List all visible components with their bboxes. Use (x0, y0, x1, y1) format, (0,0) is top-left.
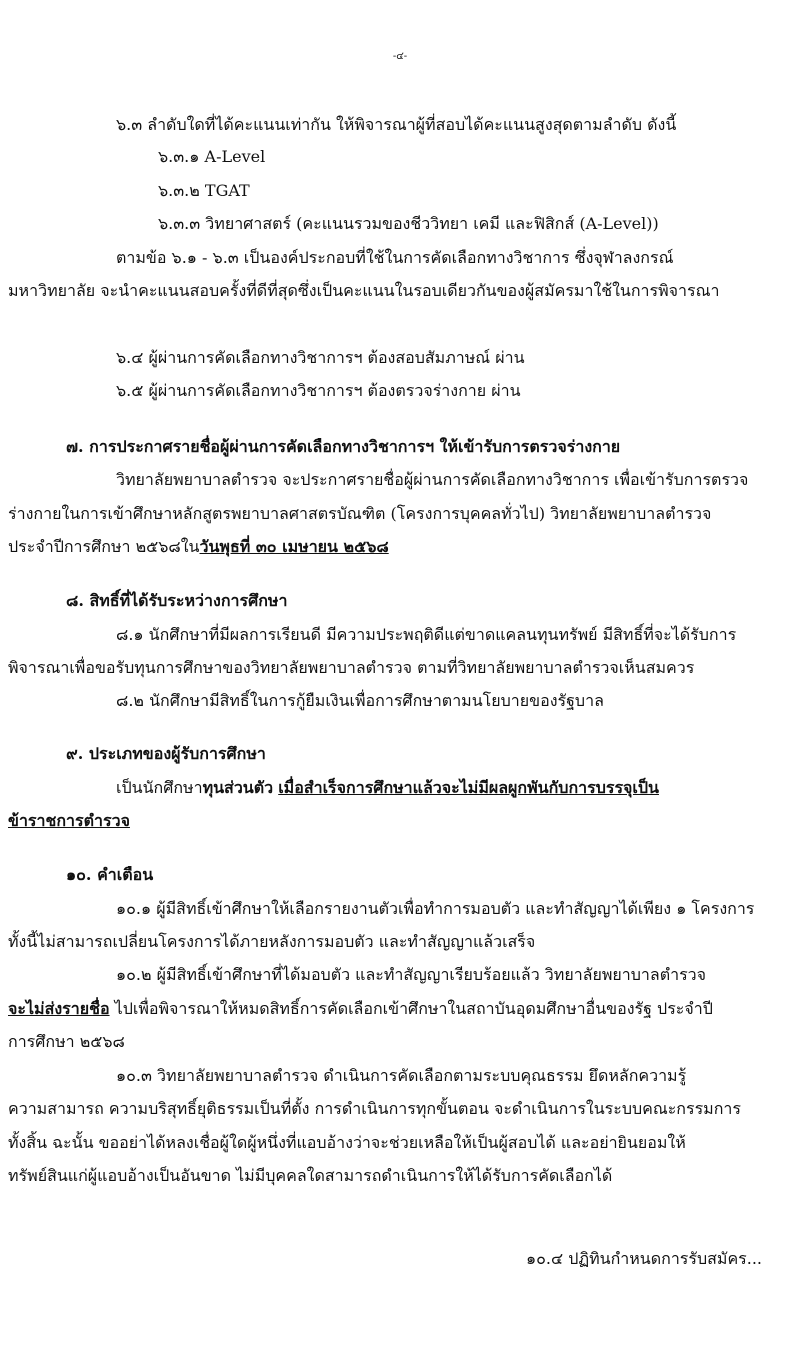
item-6-3-2: ๖.๓.๒ TGAT (158, 181, 250, 200)
page-number: -๔- (392, 51, 408, 62)
item-6-4: ๖.๔ ผู้ผ่านการคัดเลือกทางวิชาการฯ ต้องสอบสัมภาษณ์ ผ่าน (116, 348, 525, 367)
item-6-5: ๖.๕ ผู้ผ่านการคัดเลือกทางวิชาการฯ ต้องตรวจร่างกาย ผ่าน (116, 381, 521, 400)
section-9-line-1 (116, 777, 659, 799)
item-10-2-line-1: ๑๐.๒ ผู้มีสิทธิ์เข้าศึกษาที่ได้มอบตัว และทำสัญญาเรียบร้อยแล้ว วิทยาลัยพยาบาลตำรวจ (116, 965, 707, 984)
item-8-2: ๘.๒ นักศึกษามีสิทธิ์ในการกู้ยืมเงินเพื่อการศึกษาตามนโยบายของรัฐบาล (116, 691, 604, 710)
item-6-3-3: ๖.๓.๓ วิทยาศาสตร์ (คะแนนรวมของชีววิทยา เคมี และฟิสิกส์ (A-Level)) (158, 214, 659, 233)
item-6-3-1: ๖.๓.๑ A-Level (158, 147, 266, 166)
item-8-1-line-2: พิจารณาเพื่อขอรับทุนการศึกษาของวิทยาลัยพยาบาลตำรวจ ตามที่วิทยาลัยพยาบาลตำรวจเห็นสมควร (8, 658, 695, 677)
item-10-1-line-2: ทั้งนี้ไม่สามารถเปลี่ยนโครงการได้ภายหลังการมอบตัว และทำสัญญาแล้วเสร็จ (8, 932, 536, 951)
section-7-line-3-text: ประจำปีการศึกษา ๒๕๖๘ใน (8, 537, 200, 556)
section-9-heading: ๙. ประเภทของผู้รับการศึกษา (66, 744, 266, 763)
section-7-line-3 (8, 536, 389, 558)
section-9-bold: ทุนส่วนตัว (202, 778, 274, 797)
section-8-heading: ๘. สิทธิ์ที่ได้รับระหว่างการศึกษา (66, 591, 288, 610)
item-10-2-line-2 (8, 998, 713, 1020)
section-7-heading: ๗. การประกาศรายชื่อผู้ผ่านการคัดเลือกทางวิชาการฯ ให้เข้ารับการตรวจร่างกาย (66, 437, 621, 456)
section-7-line-1: วิทยาลัยพยาบาลตำรวจ จะประกาศรายชื่อผู้ผ่านการคัดเลือกทางวิชาการ เพื่อเข้ารับการตรวจ (116, 470, 749, 489)
item-10-3-line-1: ๑๐.๓ วิทยาลัยพยาบาลตำรวจ ดำเนินการคัดเลือกตามระบบคุณธรรม ยึดหลักความรู้ (116, 1066, 687, 1085)
section-9-text: เป็นนักศึกษา (116, 778, 203, 797)
item-10-2-text: ไปเพื่อพิจารณาให้หมดสิทธิ์การคัดเลือกเข้าศึกษาในสถาบันอุดมศึกษาอื่นของรัฐ ประจำปี (109, 999, 713, 1018)
announcement-date: วันพุธที่ ๓๐ เมษายน ๒๕๖๘ (199, 537, 389, 556)
item-10-2-line-3: การศึกษา ๒๕๖๘ (8, 1032, 125, 1051)
note-line-1: ตามข้อ ๖.๑ - ๖.๓ เป็นองค์ประกอบที่ใช้ในการคัดเลือกทางวิชาการ ซึ่งจุฬาลงกรณ์ (116, 248, 674, 267)
section-7-line-2: ร่างกายในการเข้าศึกษาหลักสูตรพยาบาลศาสตรบัณฑิต (โครงการบุคคลทั่วไป) วิทยาลัยพยาบาลตำรวจ (8, 504, 712, 523)
item-8-1-line-1: ๘.๑ นักศึกษาที่มีผลการเรียนดี มีความประพฤติดีแต่ขาดแคลนทุนทรัพย์ มีสิทธิ์ที่จะได้รับการ (116, 625, 737, 644)
item-6-3: ๖.๓ ลำดับใดที่ได้คะแนนเท่ากัน ให้พิจารณาผู้ที่สอบได้คะแนนสูงสุดตามลำดับ ดังนี้ (116, 115, 677, 134)
item-10-3-line-2: ความสามารถ ความบริสุทธิ์ยุติธรรมเป็นที่ตั้ง การดำเนินการทุกขั้นตอน จะดำเนินการในระบบคณะกรรมการ (8, 1099, 741, 1118)
note-line-2: มหาวิทยาลัย จะนำคะแนนสอบครั้งที่ดีที่สุดซึ่งเป็นคะแนนในรอบเดียวกันของผู้สมัครมาใช้ในการพิจารณา (8, 281, 720, 300)
no-name-submission: จะไม่ส่งรายชื่อ (8, 999, 110, 1018)
item-10-3-line-3: ทั้งสิ้น ฉะนั้น ขออย่าได้หลงเชื่อผู้ใดผู้หนึ่งที่แอบอ้างว่าจะช่วยเหลือให้เป็นผู้สอบได้ และอย่ายินยอมให้ (8, 1133, 686, 1152)
section-9-underlined: เมื่อสำเร็จการศึกษาแล้วจะไม่มีผลผูกพันกับการบรรจุเป็น (278, 778, 659, 797)
section-9-line-2: ข้าราชการตำรวจ (8, 811, 130, 830)
item-10-3-line-4: ทรัพย์สินแก่ผู้แอบอ้างเป็นอันขาด ไม่มีบุคคลใดสามารถดำเนินการให้ได้รับการคัดเลือกได้ (8, 1166, 613, 1185)
continuation-text: ๑๐.๔ ปฏิทินกำหนดการรับสมัคร... (526, 1249, 763, 1268)
section-10-heading: ๑๐. คำเตือน (66, 865, 154, 884)
item-10-1-line-1: ๑๐.๑ ผู้มีสิทธิ์เข้าศึกษาให้เลือกรายงานตัวเพื่อทำการมอบตัว และทำสัญญาได้เพียง ๑ โครงการ (116, 899, 755, 918)
